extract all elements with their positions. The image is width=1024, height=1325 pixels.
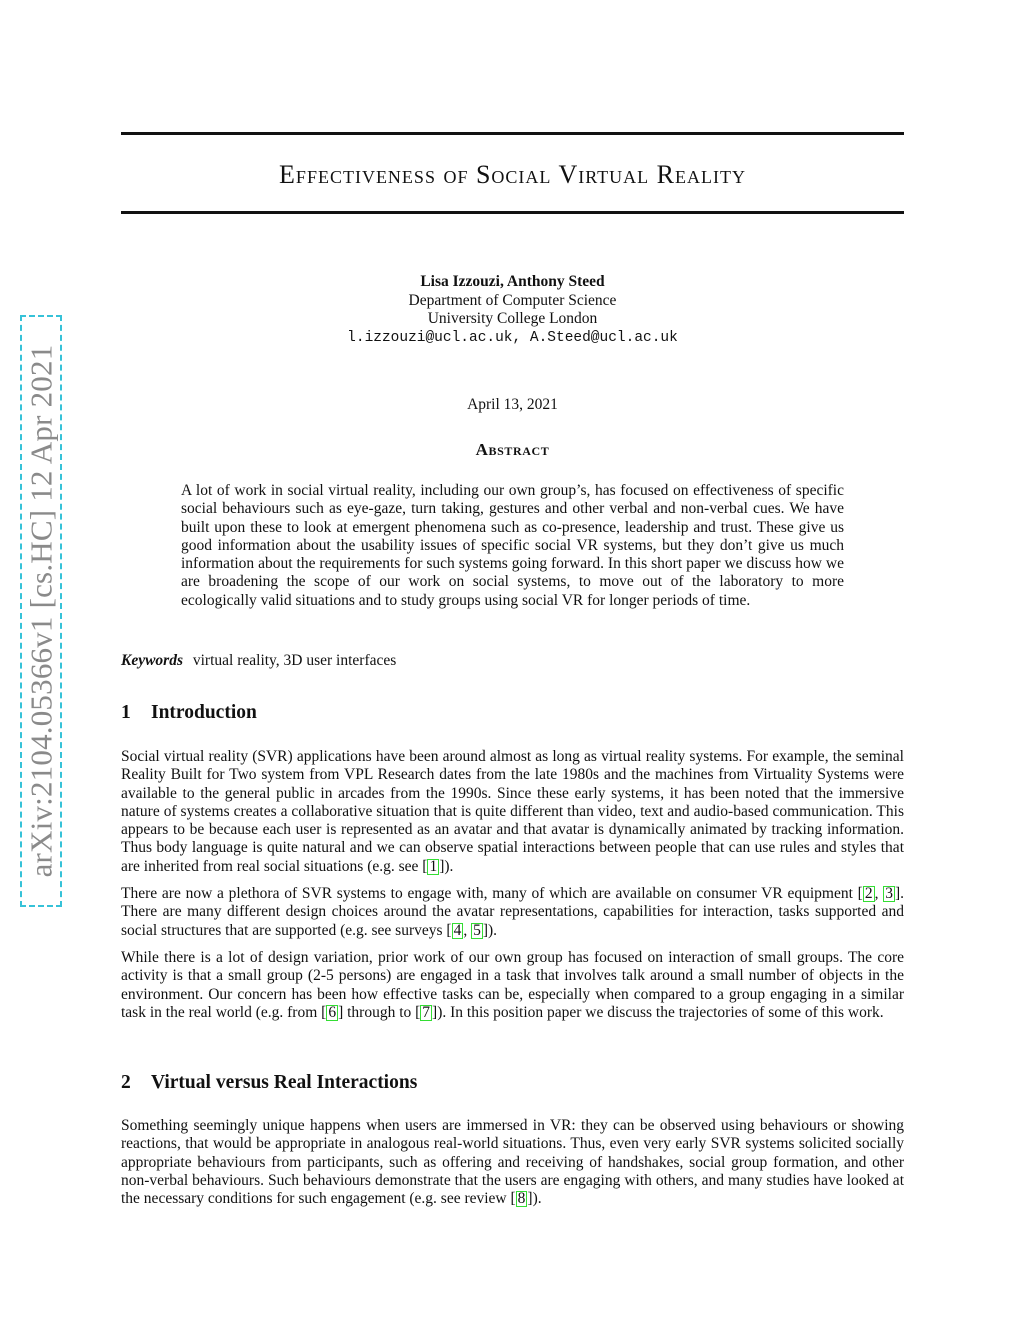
intro-paragraph-1 bbox=[121, 748, 904, 876]
paragraph-text: ]). bbox=[527, 1190, 542, 1208]
citation-link[interactable]: 8 bbox=[517, 1190, 526, 1208]
paragraph-text: Social virtual reality (SVR) applications have been around almost as long as virtual reality systems. For example, the seminal Reality Built for Two system from VPL Research dates from the late 1980s and the machines from Virtuality Systems were available to the general public in arcades from the 1990s. Since these early systems, it has been noted that the immersive nature of systems creates a collaborative situation that is quite different than video, text and audio-based communication. This appears to be because each user is represented as an avatar and that avatar is dynamically animated by tracking information. Thus body language is quite natural and we can observe spatial interactions between people that can use rules and styles that are inherited from real social situations (e.g. see [ bbox=[121, 748, 904, 875]
title-bottom-rule bbox=[121, 211, 904, 214]
section-heading-virtual-versus-real bbox=[121, 1072, 904, 1094]
section-number: 2 bbox=[121, 1072, 131, 1093]
paragraph-text: ]). In this position paper we discuss the trajectories of some of this work. bbox=[432, 1003, 884, 1021]
abstract-text: A lot of work in social virtual reality, including our own group’s, has focused on effectiveness of specific social behaviours such as eye-gaze, turn taking, gestures and other verbal and non-verbal cues. We have built upon these to look at emergent phenomena such as co-presence, leadership and trust. These give us good information about the usability issues of specific social VR systems, but they don’t give us much information about the requirements for such systems going forward. In this short paper we discuss how we are broadening the scope of our work on social systems, to move out of the laboratory to more ecologically valid situations and to study groups using social VR for longer periods of time. bbox=[181, 482, 844, 609]
arxiv-identifier-stamp bbox=[20, 315, 62, 907]
author-emails[interactable]: l.izzouzi@ucl.ac.uk, A.Steed@ucl.ac.uk bbox=[347, 329, 678, 346]
arxiv-identifier-text: arXiv:2104.05366v1 [cs.HC] 12 Apr 2021 bbox=[23, 344, 58, 878]
paragraph-text: While there is a lot of design variation, prior work of our own group has focused on interaction of small groups. The core activity is that a small group (2-5 persons) are engaged in a task that involves talk around a small number of objects in the environment. Our concern has been how effective tasks can be, especially when compared to a group engaging in a similar task in the real world (e.g. from [ bbox=[121, 949, 904, 1021]
author-department: Department of Computer Science bbox=[408, 291, 617, 309]
author-institution: University College London bbox=[427, 310, 598, 327]
paper-date: April 13, 2021 bbox=[467, 396, 558, 413]
citation-link[interactable]: 3 bbox=[885, 885, 893, 902]
citation-separator: , bbox=[874, 885, 884, 902]
paragraph-text: ]). bbox=[482, 921, 498, 939]
section-title: Introduction bbox=[151, 702, 257, 723]
abstract-heading: Abstract bbox=[475, 440, 550, 459]
citation-link[interactable]: 6 bbox=[328, 1003, 337, 1021]
paper-title: Effectiveness of Social Virtual Reality bbox=[279, 160, 746, 189]
section-number: 1 bbox=[121, 702, 131, 723]
citation-link[interactable]: 4 bbox=[453, 921, 462, 939]
paragraph-text: There are now a plethora of SVR systems to engage with, many of which are available on consumer VR equipment [ bbox=[121, 885, 863, 902]
section2-paragraph-1 bbox=[121, 1117, 904, 1208]
keywords-label: Keywords bbox=[121, 652, 183, 669]
keywords-text: virtual reality, 3D user interfaces bbox=[192, 652, 397, 669]
keywords-line bbox=[121, 652, 904, 670]
paragraph-text: ] through to [ bbox=[338, 1003, 421, 1021]
citation-separator: , bbox=[463, 921, 472, 939]
author-block bbox=[121, 273, 904, 347]
title-top-rule bbox=[121, 132, 904, 135]
paragraph-text: ]. There are many different design choices around the avatar representations, capabilities for interaction, tasks supported and social structures that are supported (e.g. see surveys [ bbox=[121, 885, 904, 939]
intro-paragraph-2 bbox=[121, 885, 904, 940]
paragraph-text: Something seemingly unique happens when users are immersed in VR: they can be observed using behaviours or showing reactions, that would be appropriate in analogous real-world situations. Thus, even very early SVR systems solicited socially appropriate behaviours from participants, such as offering and receiving of handshakes, social group formation, and other non-verbal behaviours. Such behaviours demonstrate that the users are engaging with others, and many studies have looked at the necessary conditions for such engagement (e.g. see review [ bbox=[121, 1117, 904, 1208]
citation-link[interactable]: 7 bbox=[422, 1003, 431, 1021]
paragraph-text: ]). bbox=[439, 857, 454, 875]
citation-link[interactable]: 5 bbox=[473, 921, 481, 939]
section-title: Virtual versus Real Interactions bbox=[151, 1072, 418, 1093]
author-names: Lisa Izzouzi, Anthony Steed bbox=[420, 273, 605, 290]
intro-paragraph-3 bbox=[121, 949, 904, 1022]
section-heading-introduction bbox=[121, 702, 904, 724]
citation-link[interactable]: 1 bbox=[429, 857, 438, 875]
citation-link[interactable]: 2 bbox=[864, 885, 873, 902]
